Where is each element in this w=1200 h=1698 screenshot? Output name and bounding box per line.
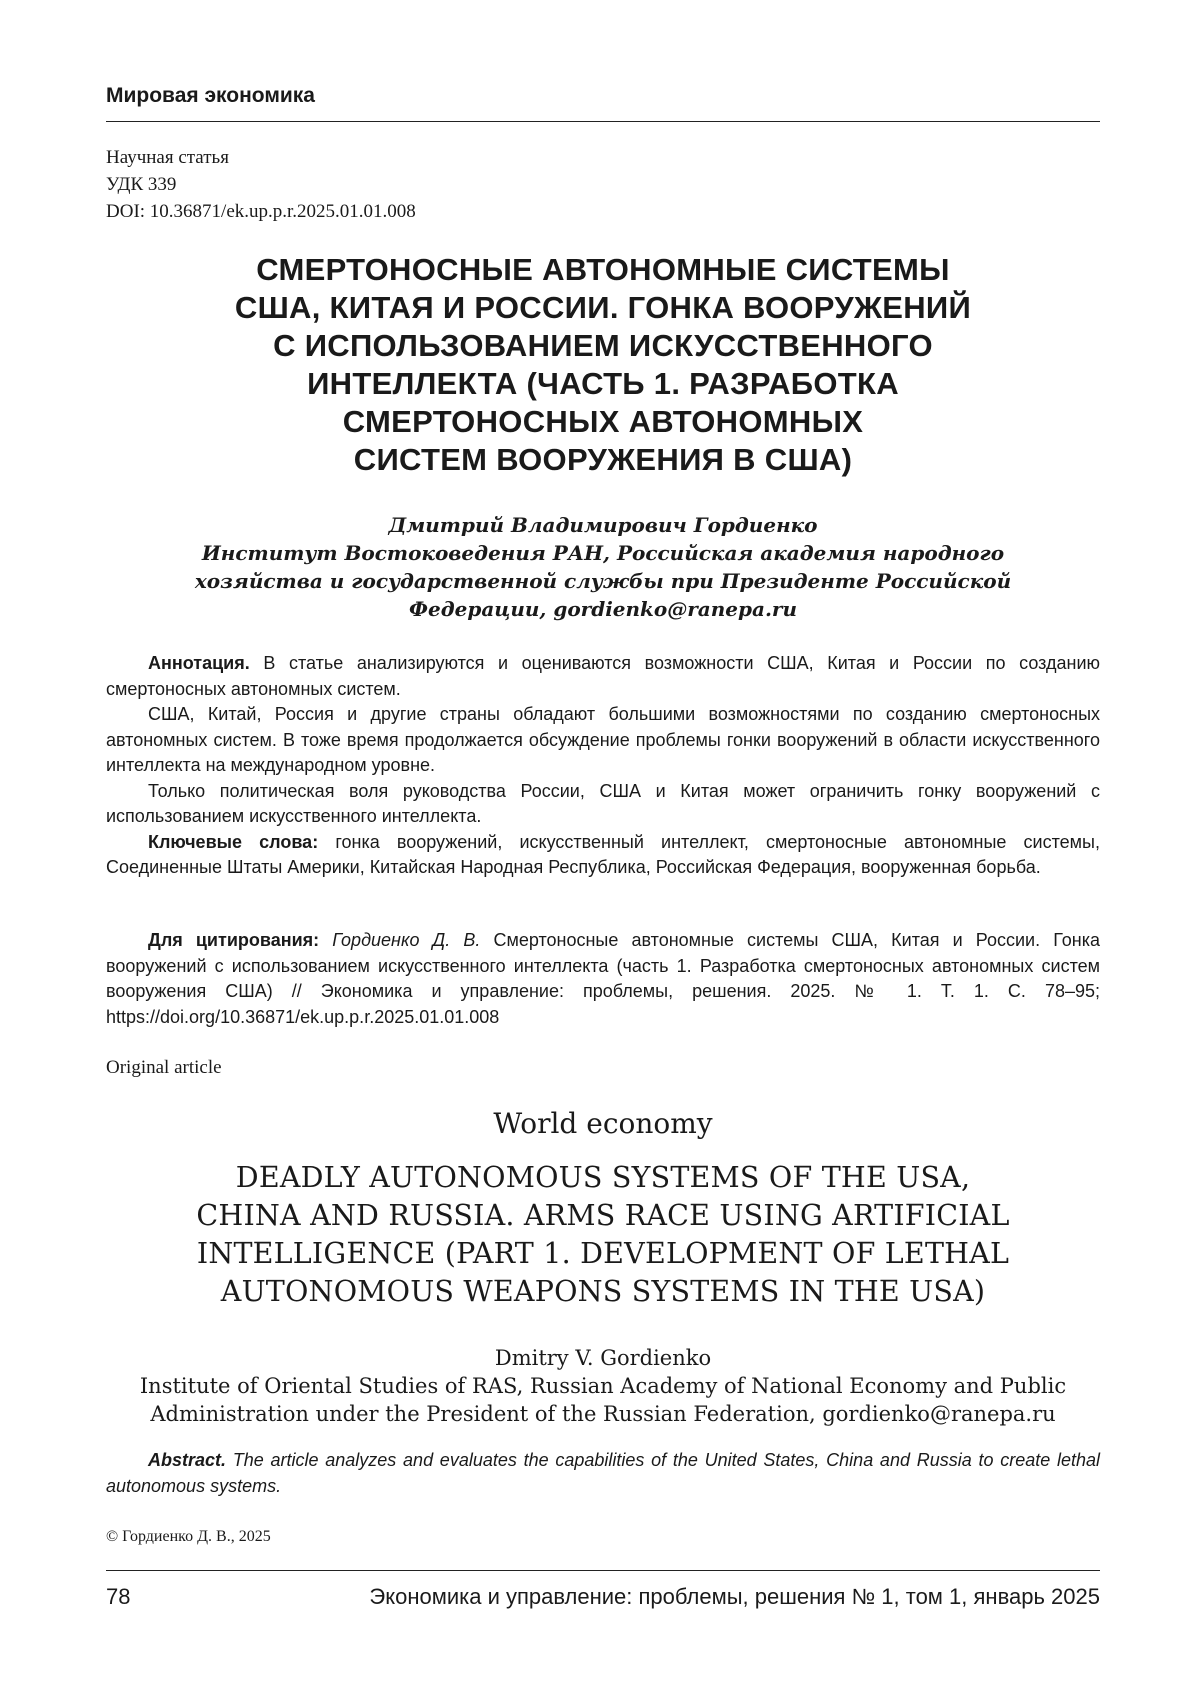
abstract-en — [106, 1448, 1100, 1499]
author-en-name: Dmitry V. Gordienko — [494, 1346, 712, 1370]
title-en-line: DEADLY AUTONOMOUS SYSTEMS OF THE USA, — [235, 1161, 971, 1194]
title-ru-line: СМЕРТОНОСНЫХ АВТОНОМНЫХ — [342, 404, 864, 439]
copyright: © Гордиенко Д. В., 2025 — [106, 1528, 271, 1545]
title-ru-line: С ИСПОЛЬЗОВАНИЕМ ИСКУССТВЕННОГО — [273, 328, 933, 363]
author-en-affiliation: Administration under the President of the Russian Federation, gordienko@ranepa.ru — [150, 1402, 1056, 1426]
author-en — [106, 1344, 1100, 1428]
abstract-ru-text: В статье анализируются и оцениваются возможности США, Китая и России по созданию смертоносных автономных систем. — [106, 653, 1100, 699]
title-en-line: CHINA AND RUSSIA. ARMS RACE USING ARTIFICIAL — [196, 1199, 1010, 1232]
author-ru-affiliation: хозяйства и государственной службы при Президенте Российской — [194, 569, 1012, 593]
title-en-line: INTELLIGENCE (PART 1. DEVELOPMENT OF LETHAL — [196, 1237, 1010, 1270]
article-meta — [106, 144, 416, 225]
abstract-ru-paragraph — [106, 651, 1100, 702]
author-ru-affiliation: Институт Востоковедения РАН, Российская академия народного — [201, 541, 1005, 565]
abstract-en-text: The article analyzes and evaluates the capabilities of the United States, China and Russia to create lethal autonomous systems. — [106, 1450, 1100, 1496]
header-divider — [106, 121, 1100, 122]
abstract-en-label: Abstract. — [148, 1450, 227, 1470]
abstract-ru-paragraph: США, Китай, Россия и другие страны обладают большими возможностями по созданию смертоносных автономных систем. В тоже время продолжается обсуждение проблемы гонки вооружений в области искусственного интеллекта на международном уровне. — [106, 704, 1100, 775]
title-en-line: AUTONOMOUS WEAPONS SYSTEMS IN THE USA) — [220, 1275, 986, 1308]
original-article-label: Original article — [106, 1057, 222, 1078]
title-ru-line: ИНТЕЛЛЕКТА (ЧАСТЬ 1. РАЗРАБОТКА — [307, 366, 899, 401]
author-ru-name: Дмитрий Владимирович Гордиенко — [388, 513, 818, 537]
footer-divider — [106, 1570, 1100, 1571]
author-ru-affiliation: Федерации, gordienko@ranepa.ru — [409, 597, 797, 621]
citation-text: Смертоносные автономные системы США, Китая и России. Гонка вооружений с использованием искусственного интеллекта (часть 1. Разработка смертоносных автономных систем вооружения США) // Экономика и управление: проблемы, решения. 2025. № 1. Т. 1. С. 78–95; https://doi.org/10.36871/ek.up.p.r.2025.01.01.008 — [106, 930, 1100, 1027]
title-ru-line: СИСТЕМ ВООРУЖЕНИЯ В США) — [353, 442, 853, 477]
page — [106, 0, 1100, 1698]
keywords-ru — [106, 830, 1100, 881]
page-number: 78 — [106, 1584, 131, 1609]
journal-info: Экономика и управление: проблемы, решения № 1, том 1, январь 2025 — [369, 1584, 1100, 1609]
keywords-ru-label: Ключевые слова: — [148, 831, 319, 852]
citation-author: Гордиенко Д. В. — [319, 930, 481, 950]
title-ru-line: СМЕРТОНОСНЫЕ АВТОНОМНЫЕ СИСТЕМЫ — [256, 252, 950, 287]
title-ru — [106, 251, 1100, 479]
author-en-affiliation: Institute of Oriental Studies of RAS, Russian Academy of National Economy and Public — [139, 1374, 1067, 1398]
article-type: Научная статья — [106, 147, 229, 168]
section-title: Мировая экономика — [106, 84, 315, 107]
citation — [106, 928, 1100, 1030]
abstract-ru-label: Аннотация. — [148, 653, 250, 673]
section-title-en: World economy — [493, 1107, 713, 1140]
keywords-ru-text: гонка вооружений, искусственный интеллект, смертоносные автономные системы, Соединенные Штаты Америки, Китайская Народная Республика, Российская Федерация, вооруженная борьба. — [106, 831, 1100, 877]
citation-paragraph — [106, 928, 1100, 1030]
author-ru — [106, 511, 1100, 623]
abstract-en-paragraph — [106, 1448, 1100, 1499]
abstract-ru-paragraph: Только политическая воля руководства России, США и Китая может ограничить гонку вооружений с использованием искусственного интеллекта. — [106, 780, 1100, 826]
doi[interactable]: DOI: 10.36871/ek.up.p.r.2025.01.01.008 — [106, 201, 416, 222]
title-ru-line: США, КИТАЯ И РОССИИ. ГОНКА ВООРУЖЕНИЙ — [234, 290, 972, 325]
citation-label: Для цитирования: — [148, 930, 320, 950]
udk: УДК 339 — [106, 174, 177, 195]
abstract-ru — [106, 651, 1100, 881]
title-en — [106, 1159, 1100, 1311]
